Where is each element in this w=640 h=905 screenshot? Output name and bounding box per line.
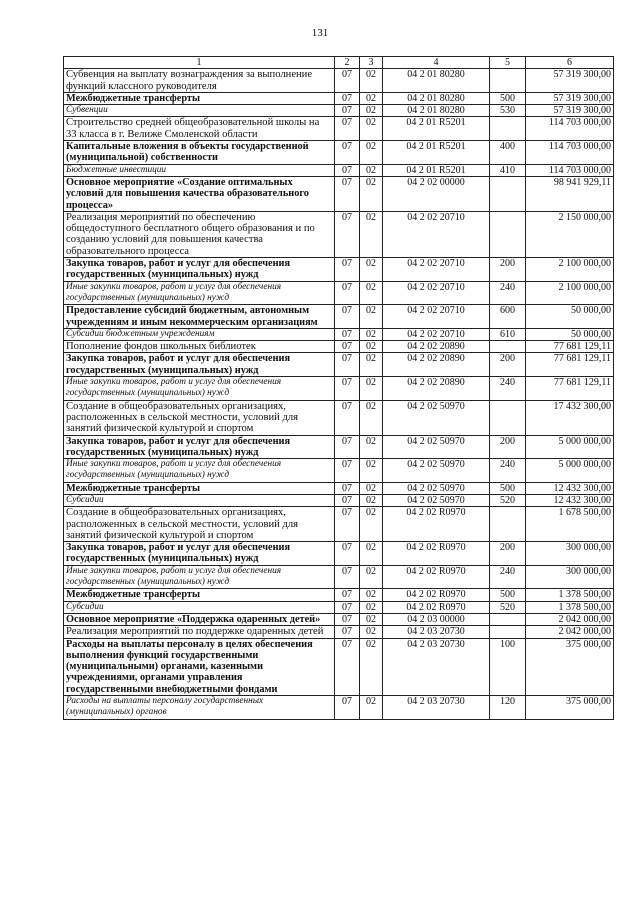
table-row <box>64 542 614 566</box>
row-name: Межбюджетные трансферты <box>64 589 335 601</box>
row-name: Иные закупки товаров, работ и услуг для обеспечения государственных (муниципальных) нужд <box>64 565 335 589</box>
row-target-code: 04 2 01 R5201 <box>383 164 490 176</box>
row-name: Реализация мероприятий по поддержке одаренных детей <box>64 626 335 638</box>
row-target-code: 04 2 02 R0970 <box>383 565 490 589</box>
row-expense-type: 500 <box>490 482 526 494</box>
row-amount: 5 000 000,00 <box>526 435 614 459</box>
table-row <box>64 341 614 353</box>
row-target-code: 04 2 03 00000 <box>383 613 490 625</box>
row-amount: 57 319 300,00 <box>526 92 614 104</box>
row-target-code: 04 2 02 20710 <box>383 281 490 305</box>
row-expense-type <box>490 117 526 141</box>
row-name: Основное мероприятие «Поддержка одаренных детей» <box>64 613 335 625</box>
row-amount: 12 432 300,00 <box>526 482 614 494</box>
row-expense-type: 500 <box>490 589 526 601</box>
row-section: 07 <box>335 105 360 117</box>
row-subsection: 02 <box>360 353 383 377</box>
table-row <box>64 258 614 282</box>
row-section: 07 <box>335 400 360 435</box>
row-section: 07 <box>335 613 360 625</box>
row-subsection: 02 <box>360 164 383 176</box>
row-expense-type: 120 <box>490 696 526 720</box>
row-section: 07 <box>335 211 360 257</box>
row-target-code: 04 2 02 00000 <box>383 176 490 211</box>
row-expense-type: 100 <box>490 638 526 695</box>
table-row <box>64 377 614 401</box>
column-header-2: 2 <box>335 57 360 69</box>
row-section: 07 <box>335 141 360 165</box>
table-row <box>64 626 614 638</box>
row-section: 07 <box>335 176 360 211</box>
row-subsection: 02 <box>360 565 383 589</box>
row-target-code: 04 2 02 R0970 <box>383 589 490 601</box>
row-name: Межбюджетные трансферты <box>64 482 335 494</box>
row-expense-type <box>490 400 526 435</box>
row-name: Расходы на выплаты персоналу государственных (муниципальных) органов <box>64 696 335 720</box>
table-row <box>64 211 614 257</box>
row-target-code: 04 2 02 20710 <box>383 305 490 329</box>
row-expense-type: 610 <box>490 328 526 340</box>
row-amount: 77 681 129,11 <box>526 353 614 377</box>
row-amount: 375 000,00 <box>526 638 614 695</box>
row-target-code: 04 2 01 80280 <box>383 105 490 117</box>
table-row <box>64 589 614 601</box>
row-section: 07 <box>335 69 360 93</box>
row-subsection: 02 <box>360 92 383 104</box>
row-section: 07 <box>335 164 360 176</box>
row-target-code: 04 2 01 R5201 <box>383 141 490 165</box>
row-subsection: 02 <box>360 494 383 506</box>
column-header-3: 3 <box>360 57 383 69</box>
row-amount: 2 100 000,00 <box>526 258 614 282</box>
row-name: Иные закупки товаров, работ и услуг для обеспечения государственных (муниципальных) нужд <box>64 377 335 401</box>
table-row <box>64 696 614 720</box>
row-target-code: 04 2 02 R0970 <box>383 601 490 613</box>
row-target-code: 04 2 02 20710 <box>383 328 490 340</box>
row-subsection: 02 <box>360 176 383 211</box>
row-subsection: 02 <box>360 258 383 282</box>
row-section: 07 <box>335 601 360 613</box>
row-subsection: 02 <box>360 482 383 494</box>
budget-table <box>63 56 614 720</box>
row-target-code: 04 2 02 20890 <box>383 353 490 377</box>
row-amount: 77 681 129,11 <box>526 341 614 353</box>
row-subsection: 02 <box>360 638 383 695</box>
row-target-code: 04 2 01 80280 <box>383 92 490 104</box>
table-row <box>64 141 614 165</box>
row-target-code: 04 2 01 R5201 <box>383 117 490 141</box>
column-header-4: 4 <box>383 57 490 69</box>
row-amount: 12 432 300,00 <box>526 494 614 506</box>
row-expense-type: 500 <box>490 92 526 104</box>
row-subsection: 02 <box>360 117 383 141</box>
table-row <box>64 105 614 117</box>
table-row <box>64 482 614 494</box>
row-expense-type: 200 <box>490 353 526 377</box>
row-target-code: 04 2 02 50970 <box>383 400 490 435</box>
column-header-6: 6 <box>526 57 614 69</box>
row-name: Закупка товаров, работ и услуг для обеспечения государственных (муниципальных) нужд <box>64 542 335 566</box>
row-section: 07 <box>335 305 360 329</box>
row-target-code: 04 2 02 20710 <box>383 211 490 257</box>
row-amount: 1 378 500,00 <box>526 601 614 613</box>
row-expense-type: 200 <box>490 435 526 459</box>
row-amount: 2 042 000,00 <box>526 626 614 638</box>
column-header-5: 5 <box>490 57 526 69</box>
row-name: Создание в общеобразовательных организациях, расположенных в сельской местности, условий для занятий физической культурой и спортом <box>64 400 335 435</box>
row-subsection: 02 <box>360 507 383 542</box>
row-name: Субсидии бюджетным учреждениям <box>64 328 335 340</box>
row-name: Субвенция на выплату вознаграждения за выполнение функций классного руководителя <box>64 69 335 93</box>
row-amount: 300 000,00 <box>526 565 614 589</box>
row-subsection: 02 <box>360 341 383 353</box>
row-expense-type: 400 <box>490 141 526 165</box>
row-subsection: 02 <box>360 211 383 257</box>
table-row <box>64 400 614 435</box>
row-section: 07 <box>335 494 360 506</box>
row-subsection: 02 <box>360 542 383 566</box>
row-target-code: 04 2 02 50970 <box>383 459 490 483</box>
row-target-code: 04 2 02 20890 <box>383 341 490 353</box>
row-amount: 50 000,00 <box>526 328 614 340</box>
row-expense-type: 600 <box>490 305 526 329</box>
row-name: Пополнение фондов школьных библиотек <box>64 341 335 353</box>
row-name: Закупка товаров, работ и услуг для обеспечения государственных (муниципальных) нужд <box>64 435 335 459</box>
row-amount: 114 703 000,00 <box>526 164 614 176</box>
row-subsection: 02 <box>360 305 383 329</box>
table-row <box>64 601 614 613</box>
table-row <box>64 353 614 377</box>
row-amount: 375 000,00 <box>526 696 614 720</box>
row-amount: 114 703 000,00 <box>526 141 614 165</box>
row-name: Реализация мероприятий по обеспечению общедоступного бесплатного общего образования и по созданию условий для повышения качества образовательного процесса <box>64 211 335 257</box>
page-number: 131 <box>311 27 329 39</box>
row-amount: 98 941 929,11 <box>526 176 614 211</box>
row-target-code: 04 2 01 80280 <box>383 69 490 93</box>
row-section: 07 <box>335 328 360 340</box>
row-subsection: 02 <box>360 69 383 93</box>
row-target-code: 04 2 02 20710 <box>383 258 490 282</box>
table-row <box>64 638 614 695</box>
row-amount: 2 100 000,00 <box>526 281 614 305</box>
row-subsection: 02 <box>360 281 383 305</box>
row-subsection: 02 <box>360 459 383 483</box>
row-amount: 5 000 000,00 <box>526 459 614 483</box>
row-expense-type: 520 <box>490 601 526 613</box>
row-name: Иные закупки товаров, работ и услуг для обеспечения государственных (муниципальных) нужд <box>64 459 335 483</box>
row-expense-type <box>490 341 526 353</box>
table-body <box>64 69 614 719</box>
table-row <box>64 435 614 459</box>
table-row <box>64 69 614 93</box>
row-name: Основное мероприятие «Создание оптимальных условий для повышения качества образовательного процесса» <box>64 176 335 211</box>
row-section: 07 <box>335 565 360 589</box>
table-row <box>64 117 614 141</box>
row-target-code: 04 2 03 20730 <box>383 626 490 638</box>
row-target-code: 04 2 02 50970 <box>383 482 490 494</box>
row-section: 07 <box>335 638 360 695</box>
row-target-code: 04 2 03 20730 <box>383 696 490 720</box>
row-subsection: 02 <box>360 613 383 625</box>
row-amount: 2 150 000,00 <box>526 211 614 257</box>
row-expense-type <box>490 69 526 93</box>
row-section: 07 <box>335 341 360 353</box>
row-name: Субвенции <box>64 105 335 117</box>
table-row <box>64 281 614 305</box>
row-target-code: 04 2 03 20730 <box>383 638 490 695</box>
row-amount: 114 703 000,00 <box>526 117 614 141</box>
row-amount: 1 378 500,00 <box>526 589 614 601</box>
row-expense-type: 410 <box>490 164 526 176</box>
row-name: Межбюджетные трансферты <box>64 92 335 104</box>
row-subsection: 02 <box>360 105 383 117</box>
row-subsection: 02 <box>360 377 383 401</box>
row-name: Расходы на выплаты персоналу в целях обеспечения выполнения функций государственными (муниципальными) органами, казенными учреждениями, органами управления государственными внебюджетными фондами <box>64 638 335 695</box>
row-expense-type: 240 <box>490 281 526 305</box>
row-section: 07 <box>335 258 360 282</box>
row-subsection: 02 <box>360 696 383 720</box>
row-name: Закупка товаров, работ и услуг для обеспечения государственных (муниципальных) нужд <box>64 258 335 282</box>
row-amount: 1 678 500,00 <box>526 507 614 542</box>
row-target-code: 04 2 02 50970 <box>383 435 490 459</box>
row-section: 07 <box>335 482 360 494</box>
row-amount: 57 319 300,00 <box>526 105 614 117</box>
row-subsection: 02 <box>360 400 383 435</box>
table-row <box>64 164 614 176</box>
row-name: Бюджетные инвестиции <box>64 164 335 176</box>
row-expense-type: 240 <box>490 377 526 401</box>
table-row <box>64 494 614 506</box>
row-subsection: 02 <box>360 601 383 613</box>
row-expense-type <box>490 211 526 257</box>
row-section: 07 <box>335 353 360 377</box>
row-section: 07 <box>335 542 360 566</box>
row-target-code: 04 2 02 20890 <box>383 377 490 401</box>
table-row <box>64 176 614 211</box>
column-header-1: 1 <box>64 57 335 69</box>
row-expense-type <box>490 176 526 211</box>
row-name: Строительство средней общеобразовательной школы на 33 класса в г. Велиже Смоленской области <box>64 117 335 141</box>
row-section: 07 <box>335 435 360 459</box>
row-subsection: 02 <box>360 626 383 638</box>
row-name: Закупка товаров, работ и услуг для обеспечения государственных (муниципальных) нужд <box>64 353 335 377</box>
table-row <box>64 613 614 625</box>
row-expense-type: 240 <box>490 459 526 483</box>
row-name: Иные закупки товаров, работ и услуг для обеспечения государственных (муниципальных) нужд <box>64 281 335 305</box>
row-amount: 17 432 300,00 <box>526 400 614 435</box>
row-expense-type: 200 <box>490 258 526 282</box>
table-row <box>64 565 614 589</box>
row-section: 07 <box>335 589 360 601</box>
row-expense-type <box>490 613 526 625</box>
table-row <box>64 305 614 329</box>
row-expense-type: 530 <box>490 105 526 117</box>
row-section: 07 <box>335 117 360 141</box>
table-row <box>64 328 614 340</box>
row-amount: 77 681 129,11 <box>526 377 614 401</box>
row-expense-type <box>490 507 526 542</box>
row-amount: 300 000,00 <box>526 542 614 566</box>
row-subsection: 02 <box>360 328 383 340</box>
row-section: 07 <box>335 626 360 638</box>
table-row <box>64 507 614 542</box>
row-section: 07 <box>335 507 360 542</box>
row-target-code: 04 2 02 R0970 <box>383 507 490 542</box>
row-name: Создание в общеобразовательных организациях, расположенных в сельской местности, условий для занятий физической культурой и спортом <box>64 507 335 542</box>
row-expense-type: 520 <box>490 494 526 506</box>
row-section: 07 <box>335 377 360 401</box>
table-row <box>64 459 614 483</box>
row-subsection: 02 <box>360 589 383 601</box>
row-target-code: 04 2 02 50970 <box>383 494 490 506</box>
header-row <box>64 57 614 69</box>
row-subsection: 02 <box>360 435 383 459</box>
row-name: Субсидии <box>64 494 335 506</box>
row-name: Предоставление субсидий бюджетным, автономным учреждениям и иным некоммерческим организациям <box>64 305 335 329</box>
row-name: Капитальные вложения в объекты государственной (муниципальной) собственности <box>64 141 335 165</box>
row-section: 07 <box>335 92 360 104</box>
row-expense-type: 200 <box>490 542 526 566</box>
row-section: 07 <box>335 696 360 720</box>
row-amount: 50 000,00 <box>526 305 614 329</box>
row-section: 07 <box>335 281 360 305</box>
row-section: 07 <box>335 459 360 483</box>
row-expense-type: 240 <box>490 565 526 589</box>
row-amount: 2 042 000,00 <box>526 613 614 625</box>
row-amount: 57 319 300,00 <box>526 69 614 93</box>
row-subsection: 02 <box>360 141 383 165</box>
row-name: Субсидии <box>64 601 335 613</box>
row-target-code: 04 2 02 R0970 <box>383 542 490 566</box>
table-row <box>64 92 614 104</box>
row-expense-type <box>490 626 526 638</box>
